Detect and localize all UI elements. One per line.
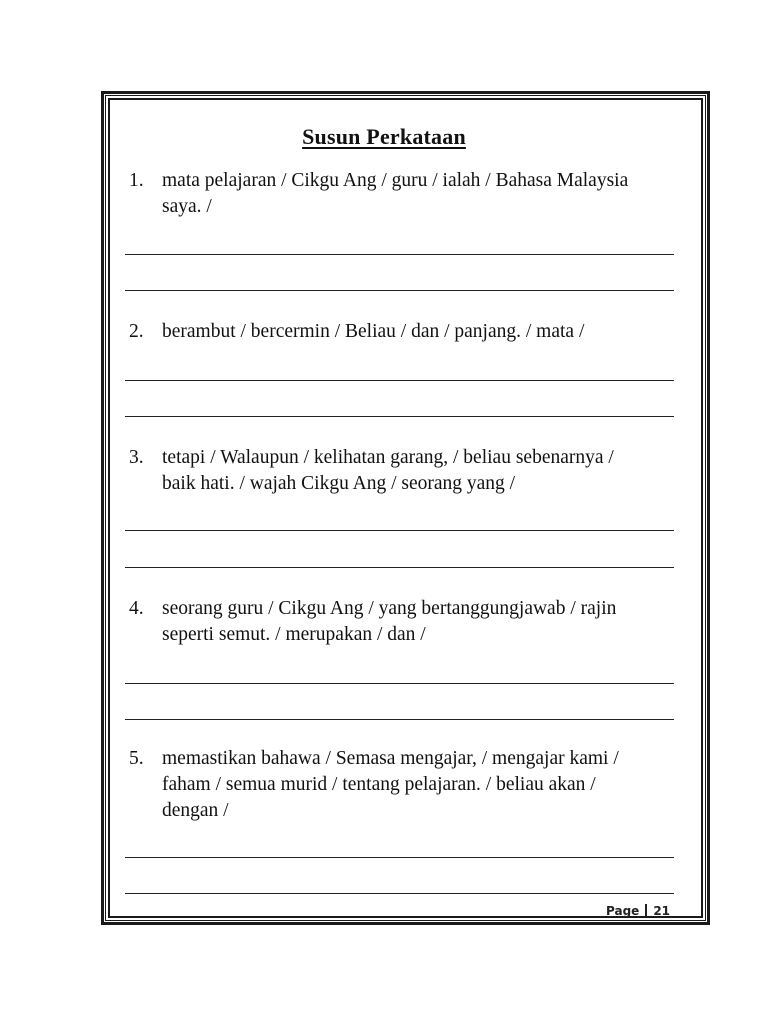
answer-line[interactable] [125,290,674,291]
question-text-line: faham / semua murid / tentang pelajaran. / beliau akan / [162,774,596,795]
answer-line[interactable] [125,254,674,255]
answer-line[interactable] [125,719,674,720]
question-text-line: berambut / bercermin / Beliau / dan / panjang. / mata / [162,321,585,342]
question-text-line: tetapi / Walaupun / kelihatan garang, / beliau sebenarnya / [162,447,614,468]
question-1 [129,168,689,220]
answer-line[interactable] [125,683,674,684]
question-text-line: memastikan bahawa / Semasa mengajar, / mengajar kami / [162,748,619,769]
answer-line[interactable] [125,857,674,858]
answer-line[interactable] [125,893,674,894]
question-number: 5. [129,748,144,769]
question-number: 3. [129,447,144,468]
page-footer [606,904,670,918]
question-text-line: seperti semut. / merupakan / dan / [162,624,426,645]
answer-line[interactable] [125,416,674,417]
question-4 [129,596,689,648]
question-3 [129,445,689,497]
footer-separator [645,904,647,918]
question-text-line: saya. / [162,196,212,217]
page-label: Page [606,904,640,918]
question-text-line: baik hati. / wajah Cikgu Ang / seorang yang / [162,473,516,494]
question-number: 1. [129,170,144,191]
question-2 [129,319,689,345]
answer-line[interactable] [125,567,674,568]
answer-line[interactable] [125,530,674,531]
worksheet-title: Susun Perkataan [302,124,466,149]
page-number: 21 [653,904,671,918]
question-text-line: dengan / [162,800,229,821]
question-text-line: mata pelajaran / Cikgu Ang / guru / ialah / Bahasa Malaysia [162,170,629,191]
question-text-line: seorang guru / Cikgu Ang / yang bertanggungjawab / rajin [162,598,617,619]
question-number: 4. [129,598,144,619]
question-number: 2. [129,321,144,342]
question-5 [129,746,689,824]
answer-line[interactable] [125,380,674,381]
